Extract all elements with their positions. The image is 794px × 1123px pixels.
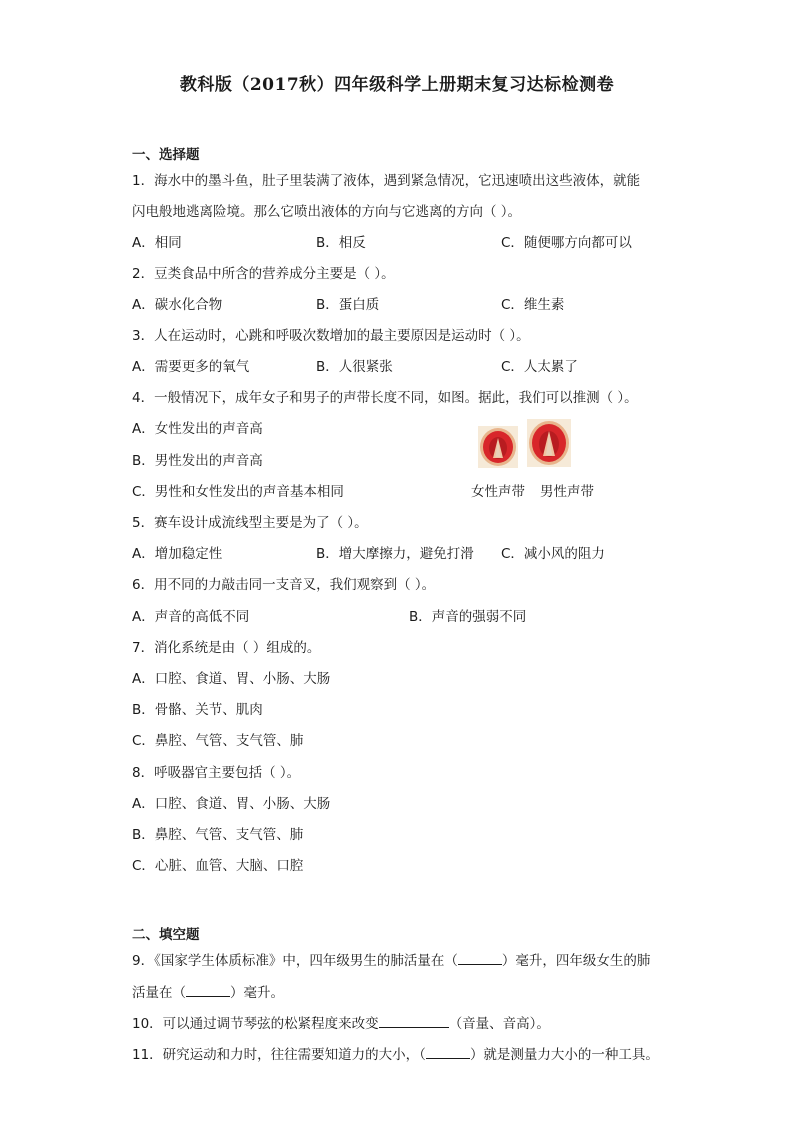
question-9-line2 xyxy=(132,983,284,1002)
q9-text-4: ）毫升。 xyxy=(230,985,284,1001)
q6-option-a: A．声音的高低不同 xyxy=(132,609,250,625)
q9-text-3: 活量在（ xyxy=(132,985,186,1001)
q10-text-1: 10．可以通过调节琴弦的松紧程度来改变 xyxy=(132,1016,379,1032)
q5-option-c: C．减小风的阻力 xyxy=(501,546,605,562)
q11-text-1: 11．研究运动和力时，往往需要知道力的大小，（ xyxy=(132,1047,426,1063)
q4-option-c: C．男性和女性发出的声音基本相同 xyxy=(132,484,344,500)
question-5: 5．赛车设计成流线型主要是为了（ ）。 xyxy=(132,515,368,531)
q9-blank-1[interactable] xyxy=(458,951,502,965)
female-vocal-cord-caption: 女性声带 xyxy=(471,484,525,500)
q9-text-2: ）毫升，四年级女生的肺 xyxy=(501,953,651,969)
male-vocal-cord-caption: 男性声带 xyxy=(540,484,594,500)
question-1-line1: 1．海水中的墨斗鱼，肚子里装满了液体，遇到紧急情况，它迅速喷出这些液体，就能 xyxy=(132,173,641,189)
question-9-line1 xyxy=(132,951,650,970)
q8-option-c: C．心脏、血管、大脑、口腔 xyxy=(132,858,304,874)
q1-option-b: B．相反 xyxy=(316,235,366,251)
q2-option-a: A．碳水化合物 xyxy=(132,297,223,313)
question-6: 6．用不同的力敲击同一支音叉，我们观察到（ ）。 xyxy=(132,577,436,593)
q5-option-a: A．增加稳定性 xyxy=(132,546,223,562)
q11-text-2: ）就是测量力大小的一种工具。 xyxy=(469,1047,659,1063)
q7-option-a: A．口腔、食道、胃、小肠、大肠 xyxy=(132,671,331,687)
q4-option-b: B．男性发出的声音高 xyxy=(132,453,263,469)
q9-text-1: 9．《国家学生体质标准》中，四年级男生的肺活量在（ xyxy=(132,953,458,969)
q3-option-c: C．人太累了 xyxy=(501,359,578,375)
section-heading-fill-blank: 二、填空题 xyxy=(132,927,200,943)
q1-option-c: C．随便哪方向都可以 xyxy=(501,235,632,251)
q8-option-b: B．鼻腔、气管、支气管、肺 xyxy=(132,827,304,843)
q10-blank[interactable] xyxy=(379,1014,449,1028)
q8-option-a: A．口腔、食道、胃、小肠、大肠 xyxy=(132,796,331,812)
question-4: 4．一般情况下，成年女子和男子的声带长度不同，如图。据此，我们可以推测（ ）。 xyxy=(132,390,638,406)
page-title: 教科版（2017秋）四年级科学上册期末复习达标检测卷 xyxy=(179,75,615,95)
question-3: 3．人在运动时，心跳和呼吸次数增加的最主要原因是运动时（ ）。 xyxy=(132,328,530,344)
question-1-line2: 闪电般地逃离险境。那么它喷出液体的方向与它逃离的方向（ ）。 xyxy=(132,204,522,220)
section-heading-choice: 一、选择题 xyxy=(132,147,200,163)
q2-option-c: C．维生素 xyxy=(501,297,565,313)
q5-option-b: B．增大摩擦力，避免打滑 xyxy=(316,546,474,562)
question-10 xyxy=(132,1014,550,1033)
q7-option-c: C．鼻腔、气管、支气管、肺 xyxy=(132,733,304,749)
q10-text-2: （音量、音高）。 xyxy=(448,1016,550,1032)
q2-option-b: B．蛋白质 xyxy=(316,297,380,313)
question-11 xyxy=(132,1045,659,1064)
female-vocal-cord-image xyxy=(478,426,518,468)
q9-blank-2[interactable] xyxy=(186,983,230,997)
question-8: 8．呼吸器官主要包括（ ）。 xyxy=(132,765,301,781)
male-vocal-cord-image xyxy=(527,419,571,467)
q6-option-b: B．声音的强弱不同 xyxy=(409,609,527,625)
q3-option-b: B．人很紧张 xyxy=(316,359,393,375)
q4-option-a: A．女性发出的声音高 xyxy=(132,421,263,437)
question-7: 7．消化系统是由（ ）组成的。 xyxy=(132,640,321,656)
q11-blank[interactable] xyxy=(426,1045,470,1059)
q3-option-a: A．需要更多的氧气 xyxy=(132,359,250,375)
q7-option-b: B．骨骼、关节、肌肉 xyxy=(132,702,263,718)
q1-option-a: A．相同 xyxy=(132,235,182,251)
question-2: 2．豆类食品中所含的营养成分主要是（ ）。 xyxy=(132,266,395,282)
